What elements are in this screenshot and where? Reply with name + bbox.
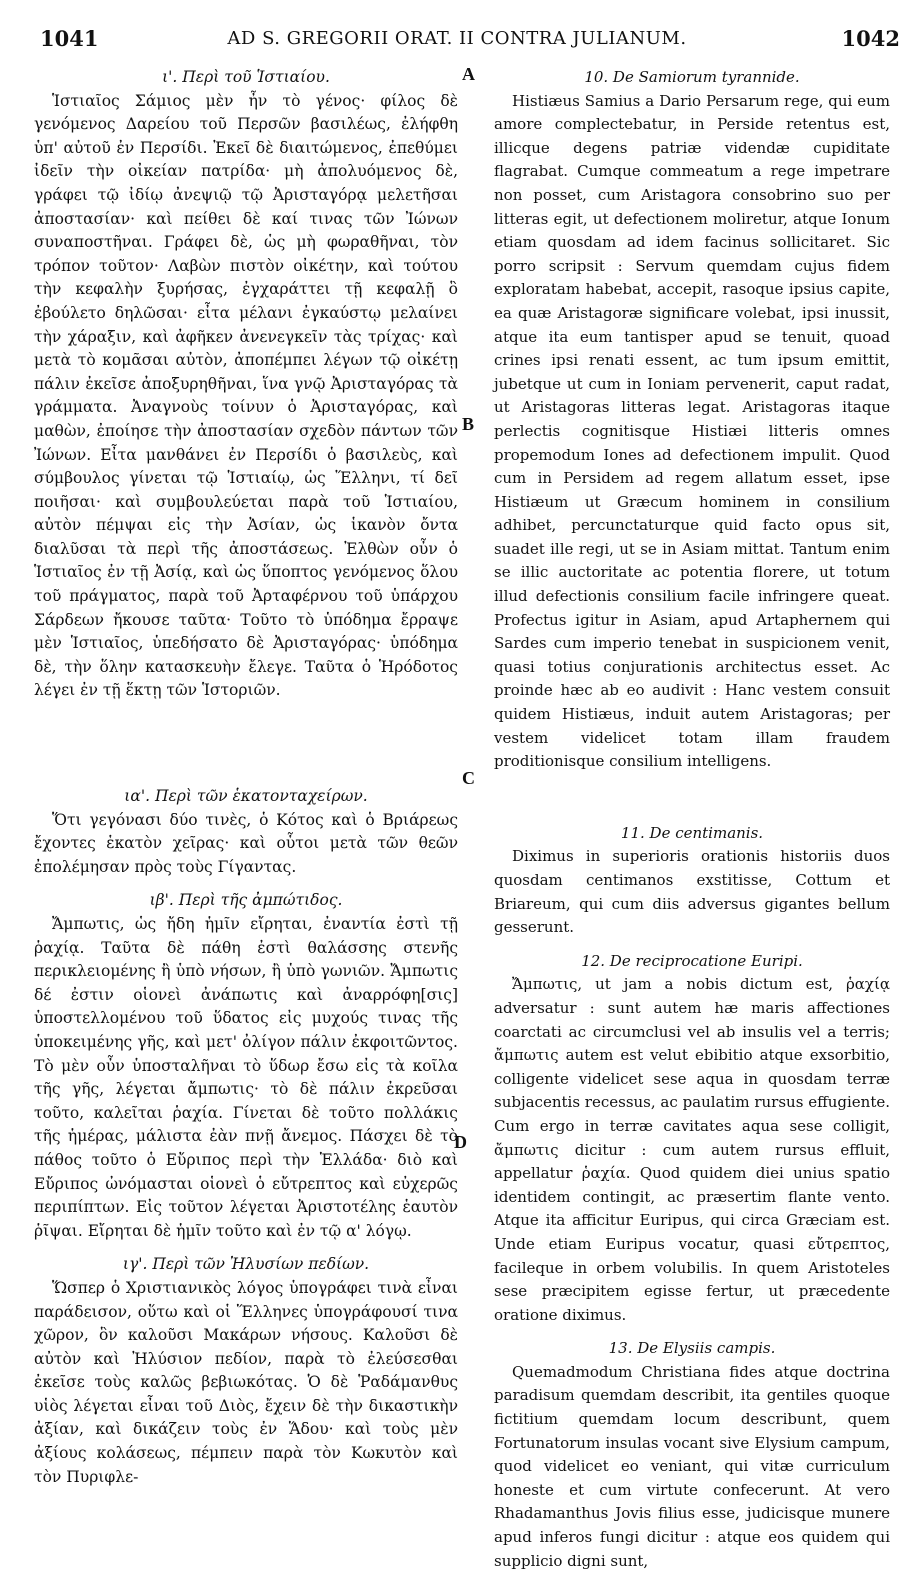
greek-section-12-title: ιβ'. Περὶ τῆς ἀμπώτιδος. bbox=[149, 891, 343, 910]
page-number-left: 1041 bbox=[40, 26, 99, 51]
latin-section-12-text: Ἄμπωτις, ut jam a nobis dictum est, ῥαχίᾳ adversatur : sunt autem hæ maris affectiones coarctati ac circumclusi vel ab insulis vel a terris; ἄμπωτις autem est velut ebibitio atque exsorbitio, colligente videlicet sese aqua in quosdam terræ subjacentis recessus, ac paulatim rursus effugiente. Cum ergo in terræ cavitates aqua sese colligit, ἄμπωτις dicitur : cum autem rursus effluit, appellatur ῥαχία. Quod quidem diei unius spatio identidem contingit, ac præsertim flante vento. Atque ita afficitur Euripus, qui circa Græciam est. Unde etiam Euripus vocatur, quasi εὔτρεπτος, facileque in orbem volubilis. In quem Aristoteles sese præcipitem egisse fertur, ut præcedente oratione diximus. bbox=[494, 975, 890, 1324]
latin-section-11-title: 11. De centimanis. bbox=[620, 823, 764, 842]
running-header bbox=[0, 20, 924, 50]
margin-letter-a: A bbox=[462, 64, 475, 84]
greek-section-12-text: Ἄμπωτις, ὡς ἤδη ἡμῖν εἴρηται, ἐναντία ἐστὶ τῇ ῥαχίᾳ. Ταῦτα δὲ πάθη ἐστὶ θαλάσσης στενῆς περικλειομένης ἢ ὑπὸ νήσων, ἢ ὑπὸ γωνιῶν. Ἄμπωτις δέ ἐστιν οἱονεὶ ἀνάπωτις καὶ ἀναρρόφη[σις] ὑποστελλομένου τοῦ ὕδατος εἰς μυχούς τινας τῆς ὑποκειμένης γῆς, καὶ μετ' ὀλίγον πάλιν ἐκφοιτῶντος. Τὸ μὲν οὖν ὑποσταλῆναι τὸ ὕδωρ ἔσω εἰς τὰ κοῖλα τῆς γῆς, λέγεται ἄμπωτις· τὸ δὲ πάλιν ἐκρεῦσαι τοῦτο, καλεῖται ῥαχία. Γίνεται δὲ τοῦτο πολλάκις τῆς ἡμέρας, μάλιστα ἐὰν πνῇ ἄνεμος. Πάσχει δὲ τὸ πάθος τοῦτο ὁ Εὔριπος περὶ τὴν Ἑλλάδα· διὸ καὶ Εὔριπος ὠνόμασται οἱονεὶ ὁ εὔτρεπτος καὶ εὐχερῶς περιπίπτων. Εἰς τοῦτον λέγεται Ἀριστοτέλης ἑαυτὸν ῥῖψαι. Εἴρηται δὲ ἡμῖν τοῦτο καὶ ἐν τῷ α' λόγῳ. bbox=[34, 915, 458, 1240]
greek-section-11-text: Ὅτι γεγόνασι δύο τινὲς, ὁ Κότος καὶ ὁ Βριάρεως ἔχοντες ἑκατὸν χεῖρας· καὶ οὗτοι μετὰ τῶν θεῶν ἐπολέμησαν πρὸς τοὺς Γίγαντας. bbox=[34, 810, 458, 876]
greek-column bbox=[34, 66, 458, 1489]
latin-section-12-title: 12. De reciprocatione Euripi. bbox=[581, 951, 803, 970]
greek-section-11-title: ια'. Περὶ τῶν ἑκατονταχείρων. bbox=[124, 787, 368, 806]
margin-letter-b: B bbox=[462, 414, 475, 434]
latin-section-10-text: Histiæus Samius a Dario Persarum rege, qui eum amore complectebatur, in Perside retentus est, illicque degens patriæ videndæ cupiditate flagrabat. Cumque commeatum a rege impetrare non posset, cum Aristagora consobrino suo per litteras egit, ut defectionem moliretur, atque Ionum etiam quosdam ad idem facinus sollicitaret. Sic porro scripsit : Servum quemdam cujus fidem exploratam habebat, accepit, rasoque ipsius capite, ea quæ Aristagoræ significare volebat, ipsi inussit, atque ita eum tantisper apud se tenuit, quoad crines ipsi renati essent, ac tum ipsum emittit, jubetque ut cum in Ioniam pervenerit, caput radat, ut Aristagoras litteras legat. Aristagoras itaque perlectis cognitisque Histiæi litteris omnes propemodum Iones ad defectionem impulit. Quod cum in Persidem ad regem allatum esset, ipse Histiæum ut Græcum hominem in consilium adhibet, percunctaturque quid facto opus sit, suadet ille regi, ut se in Asiam mittat. Tantum enim se illic auctoritate ac potentia florere, ut totum illud defectionis consilium facile infringere queat. Profectus igitur in Asiam, apud Artaphernem qui Sardes cum imperio tenebat in suspicionem venit, quasi totius conjurationis architectus esset. Ac proinde hæc ab eo audivit : Hanc vestem consuit quidem Histiæus, induit autem Aristagoras; per vestem videlicet totam illam fraudem proditionisque consilium intelligens. bbox=[494, 91, 890, 771]
latin-section-13-title: 13. De Elysiis campis. bbox=[608, 1339, 776, 1358]
latin-section-11-text: Diximus in superioris orationis historiis duos quosdam centimanos exstitisse, Cottum et Briareum, qui cum diis adversus gigantes bellum gesserunt. bbox=[494, 847, 890, 937]
latin-section-13-text: Quemadmodum Christiana fides atque doctrina paradisum quemdam describit, ita gentiles quoque fictitium quemdam locum describunt, quem Fortunatorum insulas vocant sive Elysium campum, quod videlicet eo veniant, qui vitæ curriculum honeste et cum virtute confecerunt. At vero Rhadamanthus Jovis filius esse, judicisque munere apud inferos fungi dicitur : atque eos quidem qui supplicio digni sunt, bbox=[494, 1362, 890, 1570]
latin-section-10-title: 10. De Samiorum tyrannide. bbox=[584, 68, 800, 86]
greek-section-10-text: Ἱστιαῖος Σάμιος μὲν ἦν τὸ γένος· φίλος δὲ γενόμενος Δαρείου τοῦ Περσῶν βασιλέως, ἐλήφθη ὑπ' αὐτοῦ ἐν Περσίδι. Ἐκεῖ δὲ διαιτώμενος, ἐπεθύμει ἰδεῖν τὴν οἰκείαν πατρίδα· μὴ ἀπολυόμενος δὲ, γράφει τῷ ἰδίῳ ἀνεψιῷ τῷ Ἀρισταγόρᾳ μελετῆσαι ἀποστασίαν· καὶ πείθει δὲ καί τινας τῶν Ἰώνων συναποστῆναι. Γράφει δὲ, ὡς μὴ φωραθῆναι, τὸν τρόπον τοῦτον· Λαβὼν πιστὸν οἰκέτην, καὶ τούτου τὴν κεφαλὴν ξυρήσας, ἐγχαράττει τῇ κεφαλῇ ὃ ἐβούλετο δηλῶσαι· εἶτα μέλανι ἐγκαύστῳ μελαίνει τὴν χάραξιν, καὶ ἀφῆκεν ἀνενεγκεῖν τὰς τρίχας· καὶ μετὰ τὸ κομᾶσαι αὐτὸν, ἀποπέμπει λέγων τῷ οἰκέτῃ πάλιν ἐκεῖσε ἀποξυρηθῆναι, ἵνα γνῷ Ἀρισταγόρας τὰ γράμματα. Ἀναγνοὺς τοίνυν ὁ Ἀρισταγόρας, καὶ μαθὼν, ἐποίησε τὴν ἀποστασίαν σχεδὸν πάντων τῶν Ἰώνων. Εἶτα μανθάνει ἐν Περσίδι ὁ βασιλεὺς, καὶ σύμβουλος γίνεται τῷ Ἱστιαίῳ, ὡς Ἕλληνι, τί δεῖ ποιῆσαι· καὶ συμβουλεύεται παρὰ τοῦ Ἱστιαίου, αὐτὸν πέμψαι εἰς τὴν Ἀσίαν, ὡς ἱκανὸν ὄντα διαλῦσαι τὰ περὶ τῆς ἀποστάσεως. Ἐλθὼν οὖν ὁ Ἱστιαῖος ἐν τῇ Ἀσίᾳ, καὶ ὡς ὕποπτος γενόμενος ὅλου τοῦ πράγματος, παρὰ τοῦ Ἀρταφέρνου τοῦ ὑπάρχου Σάρδεων ἤκουσε ταῦτα· Τοῦτο τὸ ὑπόδημα ἔρραψε μὲν Ἱστιαῖος, ὑπεδήσατο δὲ Ἀρισταγόρας· ὑπόδημα δὲ, τὴν ὅλην κατασκευὴν ἔλεγε. Ταῦτα ὁ Ἡρόδοτος λέγει ἐν τῇ ἕκτῃ τῶν Ἱστοριῶν. bbox=[34, 91, 458, 700]
page-number-right: 1042 bbox=[841, 26, 900, 51]
greek-section-13-title: ιγ'. Περὶ τῶν Ἠλυσίων πεδίων. bbox=[122, 1255, 370, 1274]
margin-letter-c: C bbox=[462, 768, 475, 788]
margin-letter-d: D bbox=[454, 1132, 467, 1152]
latin-column bbox=[494, 66, 890, 1573]
greek-section-13-text: Ὥσπερ ὁ Χριστιανικὸς λόγος ὑπογράφει τινὰ εἶναι παράδεισον, οὕτω καὶ οἱ Ἕλληνες ὑπογράφουσί τινα χῶρον, ὃν καλοῦσι Μακάρων νήσους. Καλοῦσι δὲ αὐτὸν καὶ Ἠλύσιον πεδίον, παρὰ τὸ ἐλεύσεσθαι ἐκεῖσε τοὺς καλῶς βεβιωκότας. Ὁ δὲ Ῥαδάμανθυς υἱὸς λέγεται εἶναι τοῦ Διὸς, ἔχειν δὲ τὴν δικαστικὴν ἀξίαν, καὶ δικάζειν τοὺς ἐν Ἅδου· καὶ τοὺς μὲν ἀξίους κολάσεως, πέμπειν παρὰ τὸν Κωκυτὸν καὶ τὸν Πυριφλε- bbox=[34, 1278, 458, 1486]
running-title: AD S. GREGORII ORAT. II CONTRA JULIANUM. bbox=[227, 28, 687, 49]
greek-section-10-title: ι'. Περὶ τοῦ Ἱστιαίου. bbox=[162, 68, 330, 86]
